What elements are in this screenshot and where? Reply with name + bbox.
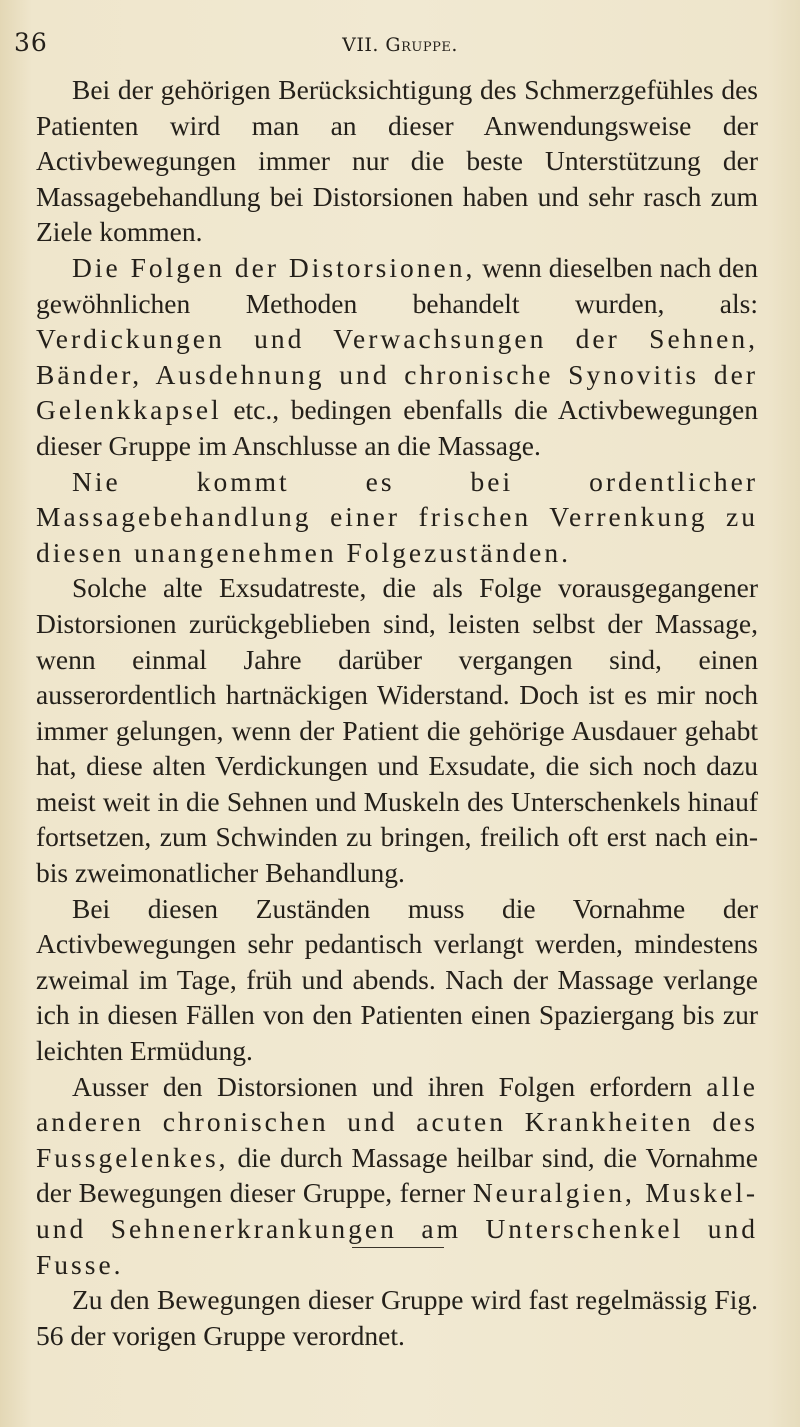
paragraph-2-text-2: etc., bedingen ebenfalls die Activbewegungen dieser Gruppe im Anschlusse an die Massage. xyxy=(36,394,758,461)
page-number: 36 xyxy=(14,28,48,57)
paragraph-6-text-2: die durch Massage heilbar sind, die Vornahme der Bewegungen dieser Gruppe, ferner xyxy=(36,1141,758,1209)
paragraph-5: Bei diesen Zuständen muss die Vornahme der Activbewegungen sehr pedantisch verlangt werden, mindestens zweimal im Tage, früh und abends. Nach der Massage verlange ich in diesen Fällen von den Patienten einen Spaziergang bis zur leichten Ermüdung. xyxy=(36,892,758,1067)
emphasis-distorsion-folgen: Die Folgen der Distorsionen, xyxy=(72,251,476,283)
section-end-rule xyxy=(352,1247,444,1248)
paragraph-3: Nie kommt es bei ordentlicher Massagebehandlung einer frischen Verrenkung zu diesen unangenehmen Folgezuständen. xyxy=(36,465,758,568)
paragraph-7: Zu den Bewegungen dieser Gruppe wird fast regelmässig Fig. 56 der vorigen Gruppe verordnet. xyxy=(36,1284,758,1351)
paragraph-6-text-1: Ausser den Distorsionen und ihren Folgen erfordern xyxy=(72,1070,707,1102)
emphasis-krankheiten: alle anderen chronischen und acuten Krankheiten des Fussgelenkes, xyxy=(36,1070,758,1173)
paragraph-4: Solche alte Exsudatreste, die als Folge vorausgegangener Distorsionen zurückgeblieben sind, leisten selbst der Massage, wenn einmal Jahre darüber vergangen sind, einen ausserordentlich hartnäckigen Widerstand. Doch ist es mir noch immer gelungen, wenn der Patient die gehörige Ausdauer gehabt hat, diese alten Verdickungen und Exsudate, die sich noch dazu meist weit in die Sehnen und Muskeln des Unterschenkels hinauf fortsetzen, zum Schwinden zu bringen, freilich oft erst nach ein- bis zweimonatlicher Behandlung. xyxy=(36,572,758,889)
running-head: VII. Gruppe. xyxy=(342,34,458,56)
body-text xyxy=(36,72,758,1353)
paragraph-6 xyxy=(36,1069,758,1283)
emphasis-neuralgien: Neuralgien, Muskel- und Sehnenerkrankungen am Unterschenkel und Fusse. xyxy=(36,1177,759,1280)
paragraph-2-text-1: wenn dieselben nach den gewöhnlichen Methoden behandelt wurden, als: xyxy=(36,251,758,319)
paragraph-2 xyxy=(36,250,758,464)
paragraph-1: Bei der gehörigen Berücksichtigung des Schmerzgefühles des Patienten wird man an dieser Anwendungsweise der Activbewegungen immer nur die beste Unterstützung der Massagebehandlung bei Distorsionen haben und sehr rasch zum Ziele kommen. xyxy=(36,74,758,248)
page-header xyxy=(0,28,800,68)
emphasis-verdickungen: Verdickungen und Verwachsungen der Sehnen, Bänder, Ausdehnung und chronische Synovitis der Gelenkkapsel xyxy=(36,323,758,426)
